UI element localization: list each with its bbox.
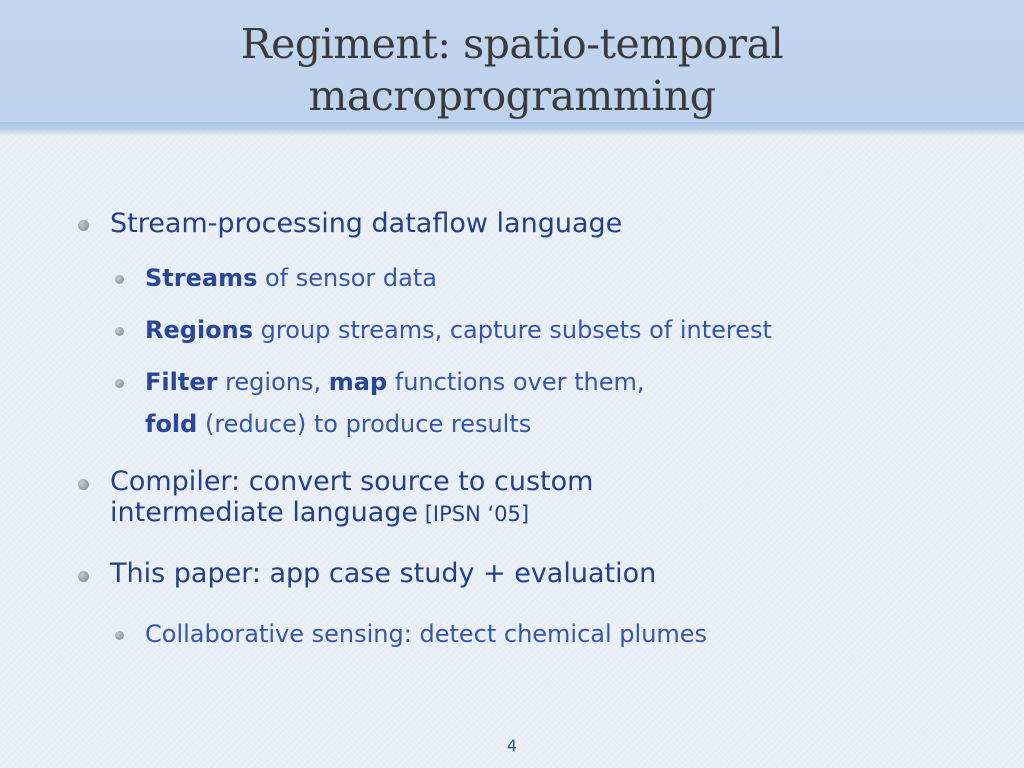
bullet-line-1: Compiler: convert source to custom (110, 466, 594, 497)
bullet-dot-icon (78, 479, 89, 490)
bullet-text: of sensor data (257, 264, 437, 292)
bullet-line-2 (145, 403, 644, 445)
bullet-text: functions over them, (387, 368, 645, 396)
bullet-text: intermediate language (110, 497, 419, 528)
bullet-bold-term: Regions (145, 316, 254, 344)
bullet-text: (reduce) to produce results (197, 410, 532, 438)
bullet-bold-term-fold: fold (145, 410, 198, 438)
title-line-1: Regiment: spatio-temporal (240, 20, 784, 68)
bullet-dot-icon (115, 379, 124, 388)
bullet-compiler (110, 466, 593, 530)
bullet-regions (145, 309, 772, 351)
bullet-line-1 (145, 361, 644, 403)
bullet-streams (145, 257, 437, 299)
bullet-text: group streams, capture subsets of interest (253, 316, 772, 344)
bullet-bold-term: Streams (145, 264, 258, 292)
citation: [IPSN ‘05] (418, 502, 530, 526)
bullet-stream-processing (110, 208, 622, 239)
bullet-dot-icon (78, 220, 89, 231)
bullet-collaborative-sensing (145, 613, 707, 655)
bullet-dot-icon (115, 327, 124, 336)
bullet-text: Stream-processing dataflow language (110, 208, 623, 239)
bullet-this-paper (110, 558, 656, 589)
bullet-text: regions, (217, 368, 329, 396)
bullet-dot-icon (78, 571, 89, 582)
title-line-2: macroprogramming (308, 72, 716, 120)
bullet-text: This paper: app case study + evaluation (110, 558, 657, 589)
page-number: 4 (506, 736, 518, 755)
bullet-filter-map-fold (145, 361, 644, 445)
bullet-dot-icon (115, 631, 124, 640)
bullet-text: Collaborative sensing: detect chemical plumes (145, 620, 708, 648)
bullet-dot-icon (115, 275, 124, 284)
bullet-line-2 (110, 497, 593, 530)
bullet-bold-term-map: map (328, 368, 388, 396)
bullet-bold-term-filter: Filter (145, 368, 218, 396)
